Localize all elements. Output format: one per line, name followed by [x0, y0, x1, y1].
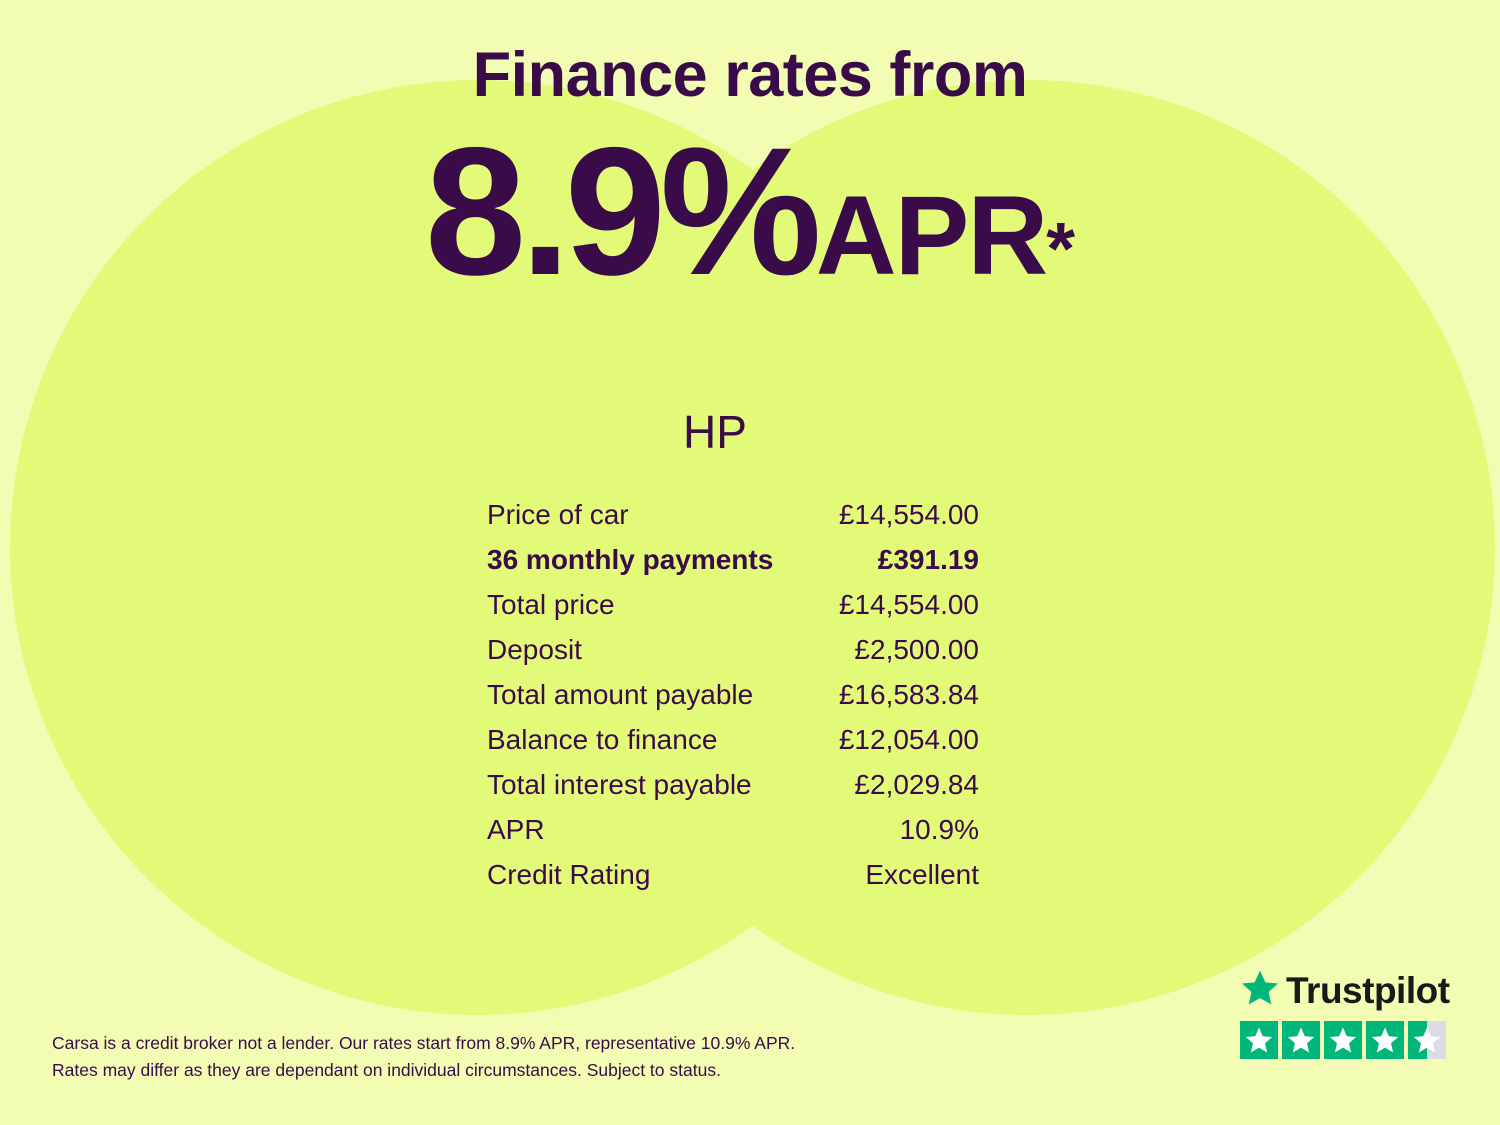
row-label: Total price — [487, 589, 615, 620]
row-value: £391.19 — [877, 544, 979, 575]
rate-headline — [0, 109, 1500, 313]
trustpilot-logo — [1240, 968, 1452, 1013]
star-icon — [1282, 1021, 1320, 1059]
finance-details-table — [487, 492, 979, 897]
star-half-icon — [1408, 1021, 1446, 1059]
row-value: £2,500.00 — [854, 634, 979, 665]
row-label: APR — [487, 814, 545, 845]
row-label: Total interest payable — [487, 769, 752, 800]
row-label: 36 monthly payments — [487, 544, 774, 575]
disclaimer-text — [52, 1030, 852, 1084]
table-row — [487, 582, 979, 627]
table-row — [487, 537, 979, 582]
trustpilot-star-icon — [1240, 968, 1280, 1013]
trustpilot-stars — [1240, 1021, 1452, 1059]
asterisk-marker: * — [1046, 207, 1076, 290]
page-title: Finance rates from — [472, 40, 1028, 110]
table-row — [487, 762, 979, 807]
row-label: Price of car — [487, 499, 629, 530]
trustpilot-rating — [1240, 968, 1452, 1059]
table-row — [487, 672, 979, 717]
row-value: £2,029.84 — [854, 769, 979, 800]
rate-suffix: APR — [815, 173, 1047, 298]
row-label: Balance to finance — [487, 724, 718, 755]
table-row — [487, 807, 979, 852]
row-label: Credit Rating — [487, 859, 651, 890]
table-row — [487, 717, 979, 762]
table-row — [487, 852, 979, 897]
row-value: £12,054.00 — [838, 724, 979, 755]
row-value: 10.9% — [899, 814, 979, 845]
row-label: Total amount payable — [487, 679, 754, 710]
row-value: Excellent — [865, 859, 979, 890]
row-label: Deposit — [487, 634, 582, 665]
finance-product-title: HP — [683, 406, 747, 458]
rate-value: 8.9% — [424, 109, 816, 313]
disclaimer-line-2: Rates may differ as they are dependant on individual circumstances. Subject to status. — [52, 1060, 721, 1081]
table-row — [487, 492, 979, 537]
star-icon — [1240, 1021, 1278, 1059]
row-value: £14,554.00 — [838, 499, 979, 530]
trustpilot-wordmark: Trustpilot — [1286, 970, 1450, 1011]
table-row — [487, 627, 979, 672]
star-icon — [1366, 1021, 1404, 1059]
row-value: £14,554.00 — [838, 589, 979, 620]
row-value: £16,583.84 — [838, 679, 979, 710]
disclaimer-line-1: Carsa is a credit broker not a lender. Our rates start from 8.9% APR, representative 10.9% APR. — [52, 1033, 796, 1053]
star-icon — [1324, 1021, 1362, 1059]
